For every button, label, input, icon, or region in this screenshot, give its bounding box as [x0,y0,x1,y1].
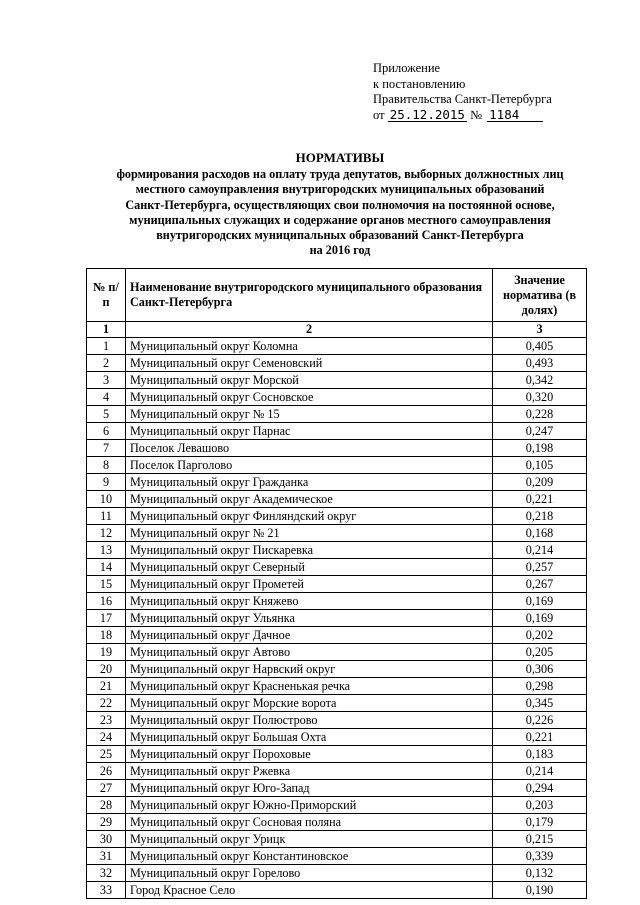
norm-value: 0,202 [493,627,587,644]
row-number: 8 [87,457,126,474]
municipality-name: Муниципальный округ Морской [126,372,493,389]
table-row [87,746,587,763]
table-row [87,542,587,559]
appendix-block [373,61,552,123]
norm-value: 0,169 [493,610,587,627]
municipality-name: Муниципальный округ № 15 [126,406,493,423]
norm-value: 0,228 [493,406,587,423]
municipality-name: Муниципальный округ Академическое [126,491,493,508]
norm-value: 0,306 [493,661,587,678]
subtitle-line: на 2016 год [309,243,371,258]
table-row [87,372,587,389]
table-row [87,729,587,746]
municipality-name: Поселок Парголово [126,457,493,474]
row-number: 20 [87,661,126,678]
table-row [87,780,587,797]
subtitle-line: формирования расходов на оплату труда депутатов, выборных должностных лиц [116,167,564,181]
norm-value: 0,298 [493,678,587,695]
appendix-line-2: к постановлению [373,76,466,91]
municipality-name: Муниципальный округ Урицк [126,831,493,848]
table-row [87,406,587,423]
municipality-name: Муниципальный округ Южно-Приморский [126,797,493,814]
table-row [87,848,587,865]
table-row [87,491,587,508]
table-row [87,644,587,661]
municipality-name: Муниципальный округ Большая Охта [126,729,493,746]
norm-value: 0,226 [493,712,587,729]
row-number: 15 [87,576,126,593]
row-number: 30 [87,831,126,848]
table-row [87,831,587,848]
norm-value: 0,203 [493,797,587,814]
norm-value: 0,405 [493,338,587,355]
column-index-row [87,322,587,338]
norm-value: 0,209 [493,474,587,491]
norm-value: 0,339 [493,848,587,865]
norm-value: 0,294 [493,780,587,797]
norm-value: 0,215 [493,831,587,848]
norm-value: 0,190 [493,882,587,899]
table-row [87,525,587,542]
municipality-name: Муниципальный округ Ржевка [126,763,493,780]
row-number: 4 [87,389,126,406]
table-row [87,423,587,440]
table-row [87,576,587,593]
row-number: 18 [87,627,126,644]
norm-value: 0,214 [493,763,587,780]
row-number: 25 [87,746,126,763]
table-row [87,559,587,576]
table-row [87,474,587,491]
row-number: 27 [87,780,126,797]
municipality-name: Муниципальный округ Сосновая поляна [126,814,493,831]
norm-value: 0,169 [493,593,587,610]
norm-value: 0,183 [493,746,587,763]
municipality-name: Муниципальный округ Дачное [126,627,493,644]
subtitle-line: муниципальных служащих и содержание органов местного самоуправления [129,212,551,227]
number-label: № [470,107,483,122]
table-row [87,882,587,899]
appendix-line-3: Правительства Санкт-Петербурга [373,92,552,106]
column-index: 2 [126,322,493,338]
row-number: 10 [87,491,126,508]
municipality-name: Город Красное Село [126,882,493,899]
row-number: 1 [87,338,126,355]
norm-value: 0,132 [493,865,587,882]
row-number: 5 [87,406,126,423]
table-row [87,763,587,780]
decree-number: 1184 [487,108,543,122]
norm-value: 0,247 [493,423,587,440]
municipality-name: Муниципальный округ Морские ворота [126,695,493,712]
decree-date: 25.12.2015 [389,106,465,122]
header-num: № п/п [87,269,126,322]
norm-value: 0,218 [493,508,587,525]
table-row [87,508,587,525]
row-number: 22 [87,695,126,712]
table-row [87,814,587,831]
row-number: 17 [87,610,126,627]
municipality-name: Муниципальный округ № 21 [126,525,493,542]
column-index: 1 [87,322,126,338]
norm-value: 0,205 [493,644,587,661]
from-label: от [373,107,385,122]
table-header-row [87,269,587,322]
municipality-name: Муниципальный округ Княжево [126,593,493,610]
table-row [87,797,587,814]
norm-value: 0,320 [493,389,587,406]
table-row [87,712,587,729]
municipality-name: Муниципальный округ Финляндский округ [126,508,493,525]
row-number: 21 [87,678,126,695]
row-number: 14 [87,559,126,576]
document-subtitle [60,167,620,259]
row-number: 6 [87,423,126,440]
row-number: 12 [87,525,126,542]
appendix-date-line [373,108,552,124]
row-number: 3 [87,372,126,389]
norms-table [86,268,587,899]
table-row [87,338,587,355]
row-number: 24 [87,729,126,746]
row-number: 31 [87,848,126,865]
municipality-name: Муниципальный округ Парнас [126,423,493,440]
row-number: 9 [87,474,126,491]
table-row [87,661,587,678]
norm-value: 0,267 [493,576,587,593]
table-row [87,610,587,627]
norm-value: 0,221 [493,491,587,508]
municipality-name: Муниципальный округ Пискаревка [126,542,493,559]
column-index: 3 [493,322,587,338]
row-number: 2 [87,355,126,372]
norm-value: 0,345 [493,695,587,712]
norm-value: 0,168 [493,525,587,542]
municipality-name: Муниципальный округ Сосновское [126,389,493,406]
table-row [87,865,587,882]
row-number: 19 [87,644,126,661]
norm-value: 0,257 [493,559,587,576]
header-value: Значение норматива (в долях) [493,269,587,322]
row-number: 33 [87,882,126,899]
municipality-name: Муниципальный округ Автово [126,644,493,661]
table-row [87,678,587,695]
row-number: 13 [87,542,126,559]
municipality-name: Муниципальный округ Полюстрово [126,712,493,729]
table-row [87,627,587,644]
norm-value: 0,198 [493,440,587,457]
document-title: НОРМАТИВЫ [295,150,385,165]
row-number: 16 [87,593,126,610]
subtitle-line: внутригородских муниципальных образований Санкт-Петербурга [156,228,524,243]
table-row [87,389,587,406]
norm-value: 0,105 [493,457,587,474]
municipality-name: Муниципальный округ Красненькая речка [126,678,493,695]
municipality-name: Муниципальный округ Пороховые [126,746,493,763]
subtitle-line: Санкт-Петербурга, осуществляющих свои полномочия на постоянной основе, [125,197,555,212]
municipality-name: Поселок Левашово [126,440,493,457]
municipality-name: Муниципальный округ Прометей [126,576,493,593]
appendix-line-1: Приложение [373,61,441,75]
municipality-name: Муниципальный округ Северный [126,559,493,576]
norm-value: 0,493 [493,355,587,372]
row-number: 26 [87,763,126,780]
row-number: 32 [87,865,126,882]
norm-value: 0,221 [493,729,587,746]
municipality-name: Муниципальный округ Юго-Запад [126,780,493,797]
norm-value: 0,342 [493,372,587,389]
row-number: 28 [87,797,126,814]
table-row [87,457,587,474]
subtitle-line: местного самоуправления внутригородских муниципальных образований [135,182,545,197]
header-name: Наименование внутригородского муниципального образования Санкт-Петербурга [126,269,493,322]
table-row [87,440,587,457]
municipality-name: Муниципальный округ Константиновское [126,848,493,865]
municipality-name: Муниципальный округ Семеновский [126,355,493,372]
row-number: 11 [87,508,126,525]
municipality-name: Муниципальный округ Ульянка [126,610,493,627]
row-number: 7 [87,440,126,457]
norm-value: 0,179 [493,814,587,831]
row-number: 23 [87,712,126,729]
table-row [87,355,587,372]
table-row [87,593,587,610]
table-row [87,695,587,712]
municipality-name: Муниципальный округ Гражданка [126,474,493,491]
row-number: 29 [87,814,126,831]
table-body [87,322,587,899]
municipality-name: Муниципальный округ Горелово [126,865,493,882]
municipality-name: Муниципальный округ Нарвский округ [126,661,493,678]
norm-value: 0,214 [493,542,587,559]
municipality-name: Муниципальный округ Коломна [126,338,493,355]
